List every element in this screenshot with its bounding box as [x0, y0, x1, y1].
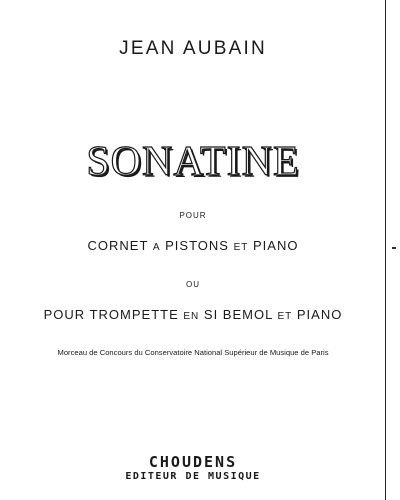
instrumentation-line-1: [0, 238, 386, 253]
publisher-name: CHOUDENS: [148, 453, 238, 471]
connector-et-2: ET: [277, 311, 293, 322]
connector-a: A: [152, 242, 161, 253]
competition-note: Morceau de Concours du Conservatoire National Supérieur de Musique de Paris: [57, 348, 329, 357]
ou-label: OU: [186, 280, 200, 289]
instrument-cornet: CORNET: [87, 238, 149, 253]
connector-et-1: ET: [233, 242, 249, 253]
composer-name: JEAN AUBAIN: [119, 38, 267, 59]
instrumentation-line-2: [0, 307, 386, 322]
connector-en: EN: [183, 311, 200, 322]
work-title: SONATINE: [86, 139, 300, 185]
publisher-block: [0, 455, 386, 482]
instrument-piano-1: PIANO: [252, 238, 299, 253]
edge-mark: [392, 247, 396, 249]
publisher-subtitle: EDITEUR DE MUSIQUE: [125, 471, 261, 482]
instrument-trompette: POUR TROMPETTE: [43, 307, 179, 322]
instrument-si-bemol: SI BEMOL: [203, 307, 273, 322]
instrument-pistons: PISTONS: [165, 238, 229, 253]
instrument-piano-2: PIANO: [296, 307, 343, 322]
pour-label: POUR: [179, 211, 207, 220]
